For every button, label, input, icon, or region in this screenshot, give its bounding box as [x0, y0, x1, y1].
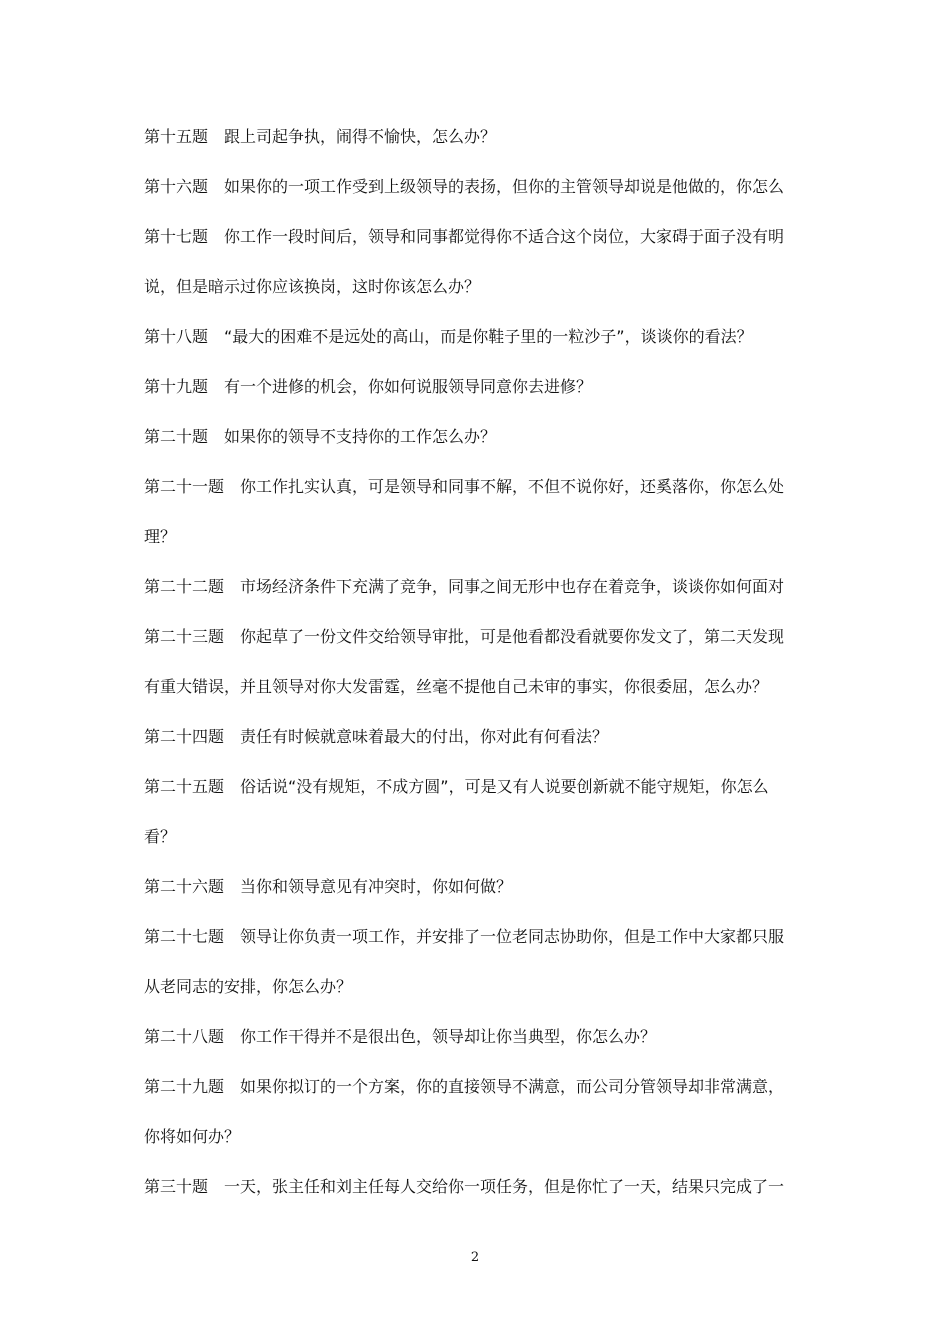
question-number: 第二十八题 [144, 1027, 225, 1046]
question-line [144, 1172, 814, 1202]
question-number: 第三十题 [144, 1177, 209, 1196]
question-line [144, 372, 814, 402]
question-line [144, 722, 814, 752]
question-continuation [144, 822, 814, 852]
question-text: 理？ [144, 527, 177, 546]
question-number: 第二十六题 [144, 877, 225, 896]
question-text: 领导让你负责一项工作，并安排了一位老同志协助你，但是工作中大家都只服 [240, 927, 785, 946]
question-text: 跟上司起争执，闹得不愉快，怎么办？ [224, 127, 497, 146]
question-text: 如果你拟订的一个方案，你的直接领导不满意，而公司分管领导却非常满意， [240, 1077, 785, 1096]
question-text: 市场经济条件下充满了竞争，同事之间无形中也存在着竞争，谈谈你如何面对 [240, 577, 785, 596]
question-line [144, 222, 814, 252]
question-number: 第十七题 [144, 227, 209, 246]
question-number: 第十五题 [144, 127, 209, 146]
question-text: 你工作一段时间后，领导和同事都觉得你不适合这个岗位，大家碍于面子没有明 [224, 227, 785, 246]
question-text: 有重大错误，并且领导对你大发雷霆，丝毫不提他自己未审的事实，你很委屈，怎么办？ [144, 677, 769, 696]
question-continuation [144, 972, 814, 1002]
question-number: 第十八题 [144, 327, 209, 346]
question-line [144, 172, 814, 202]
question-line [144, 872, 814, 902]
question-number: 第二十九题 [144, 1077, 225, 1096]
question-line [144, 922, 814, 952]
question-text: 有一个进修的机会，你如何说服领导同意你去进修？ [224, 377, 593, 396]
question-text: 你工作扎实认真，可是领导和同事不解，不但不说你好，还奚落你，你怎么处 [240, 477, 785, 496]
question-text: 如果你的领导不支持你的工作怎么办？ [224, 427, 497, 446]
question-number: 第二十四题 [144, 727, 225, 746]
question-text: 你将如何办？ [144, 1127, 241, 1146]
question-number: 第二十七题 [144, 927, 225, 946]
question-continuation [144, 522, 814, 552]
question-number: 第二十三题 [144, 627, 225, 646]
question-text: 责任有时候就意味着最大的付出，你对此有何看法？ [240, 727, 609, 746]
question-text: 当你和领导意见有冲突时，你如何做？ [240, 877, 513, 896]
question-line [144, 122, 814, 152]
question-line [144, 322, 814, 352]
question-line [144, 622, 814, 652]
question-text: 一天，张主任和刘主任每人交给你一项任务，但是你忙了一天，结果只完成了一 [224, 1177, 785, 1196]
question-number: 第二十二题 [144, 577, 225, 596]
question-number: 第十九题 [144, 377, 209, 396]
question-number: 第二十五题 [144, 777, 225, 796]
question-continuation [144, 672, 814, 702]
question-line [144, 1022, 814, 1052]
question-text: “最大的困难不是远处的高山，而是你鞋子里的一粒沙子”，谈谈你的看法？ [224, 327, 753, 346]
question-text: 从老同志的安排，你怎么办？ [144, 977, 353, 996]
question-number: 第十六题 [144, 177, 209, 196]
question-line [144, 422, 814, 452]
question-text: 说，但是暗示过你应该换岗，这时你该怎么办？ [144, 277, 481, 296]
question-line [144, 572, 814, 602]
question-text: 俗话说“没有规矩，不成方圆”，可是又有人说要创新就不能守规矩，你怎么 [240, 777, 769, 796]
question-line [144, 472, 814, 502]
question-text: 看？ [144, 827, 177, 846]
question-line [144, 1072, 814, 1102]
question-text: 你工作干得并不是很出色，领导却让你当典型，你怎么办？ [240, 1027, 657, 1046]
question-text: 如果你的一项工作受到上级领导的表扬，但你的主管领导却说是他做的，你怎么 [224, 177, 785, 196]
question-continuation [144, 1122, 814, 1152]
question-text: 你起草了一份文件交给领导审批，可是他看都没看就要你发文了，第二天发现 [240, 627, 785, 646]
page-number: 2 [470, 1250, 480, 1265]
question-number: 第二十题 [144, 427, 209, 446]
question-continuation [144, 272, 814, 302]
question-number: 第二十一题 [144, 477, 225, 496]
question-line [144, 772, 814, 802]
